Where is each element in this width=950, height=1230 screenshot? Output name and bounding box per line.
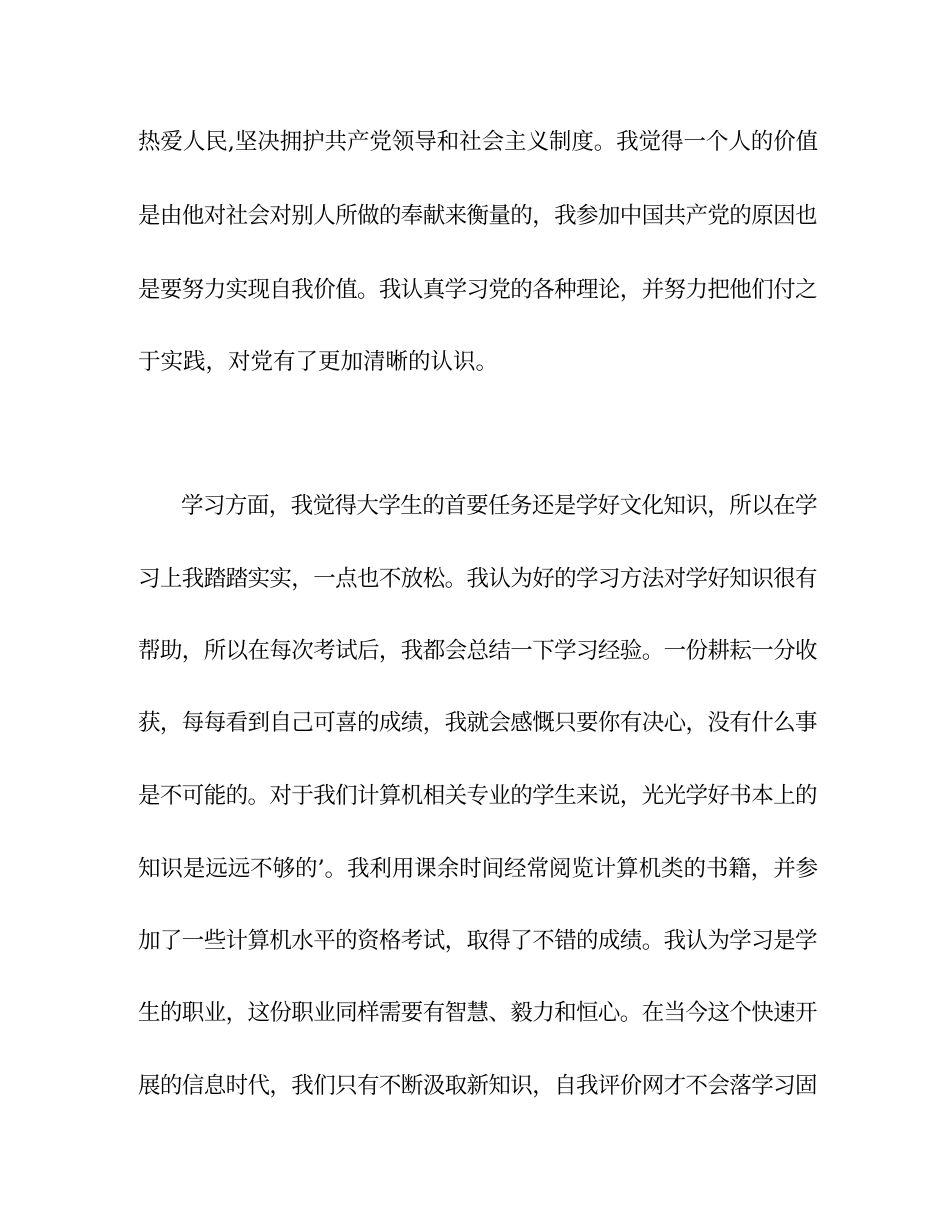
paragraph-line: 知识是远远不够的’。我利用课余时间经常阅览计算机类的书籍，并参 (138, 856, 819, 882)
paragraph-line: 学习方面，我觉得大学生的首要任务还是学好文化知识，所以在学 (181, 493, 817, 519)
paragraph-line: 是不可能的。对于我们计算机相关专业的学生来说，光光学好书本上的 (138, 783, 817, 809)
paragraph-line: 于实践，对党有了更加清晰的认识。 (138, 349, 499, 375)
paragraph-line: 帮助，所以在每次考试后，我都会总结一下学习经验。一份耕耘一分收 (138, 638, 817, 664)
paragraph-line: 加了一些计算机水平的资格考试，取得了不错的成绩。我认为学习是学 (138, 928, 817, 954)
paragraph-line: 习上我踏踏实实，一点也不放松。我认为好的学习方法对学好知识很有 (138, 566, 817, 592)
paragraph-line: 是由他对社会对别人所做的奉献来衡量的，我参加中国共产党的原因也 (138, 203, 817, 229)
paragraph-line: 获，每每看到自己可喜的成绩，我就会感慨只要你有决心，没有什么事 (138, 710, 817, 736)
paragraph-line: 热爱人民,坚决拥护共产党领导和社会主义制度。我觉得一个人的价值 (138, 129, 819, 155)
paragraph-line: 是要努力实现自我价值。我认真学习党的各种理论，并努力把他们付之 (138, 277, 817, 303)
paragraph-line: 展的信息时代，我们只有不断汲取新知识，自我评价网才不会落学习固 (138, 1073, 817, 1099)
paragraph-line: 生的职业，这份职业同样需要有智慧、毅力和恒心。在当今这个快速开 (138, 1000, 817, 1026)
